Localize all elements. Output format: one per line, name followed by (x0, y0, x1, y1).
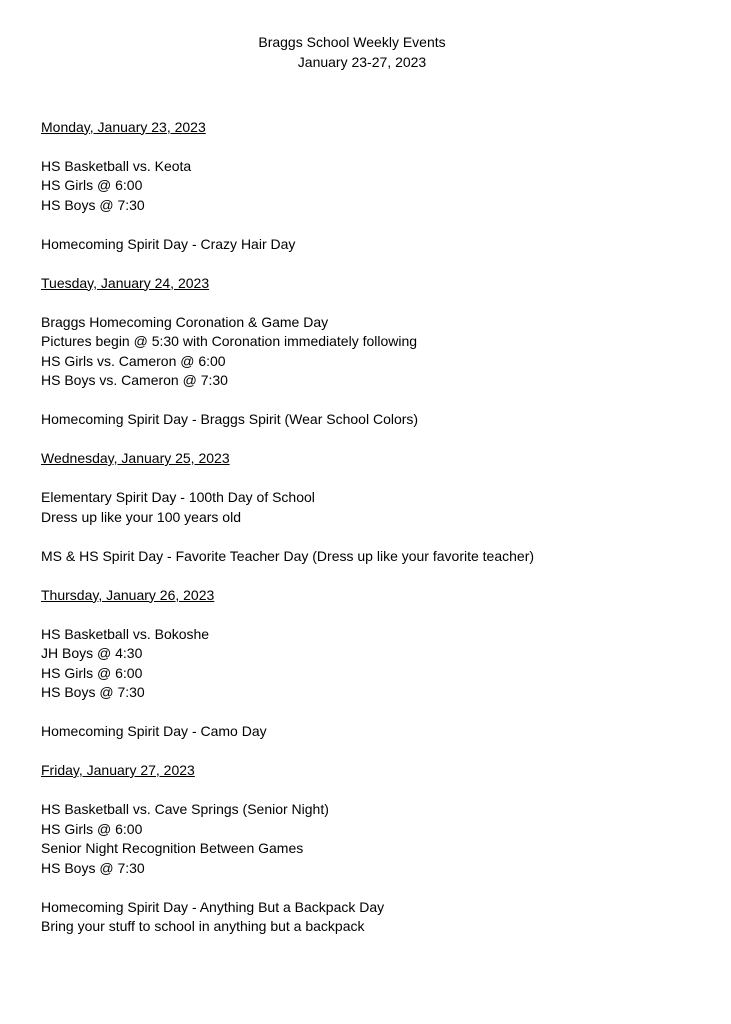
event-line: HS Girls @ 6:00 (41, 820, 143, 837)
event-line: Bring your stuff to school in anything but a backpack (41, 918, 365, 934)
day-heading: Thursday, January 26, 2023 (41, 586, 215, 603)
event-line: HS Basketball vs. Bokoshe (41, 625, 210, 642)
spacer (41, 469, 701, 489)
day-heading: Friday, January 27, 2023 (41, 762, 195, 778)
event-line: HS Boys vs. Cameron @ 7:30 (41, 372, 228, 388)
event-line: Homecoming Spirit Day - Camo Day (41, 723, 267, 739)
document-title-block (41, 33, 661, 72)
event-line: HS Basketball vs. Keota (41, 157, 192, 174)
spacer (41, 703, 701, 723)
event-line: Homecoming Spirit Day - Anything But a Backpack Day (41, 898, 385, 915)
event-line: Braggs Homecoming Coronation & Game Day (41, 313, 329, 330)
spacer (41, 878, 701, 898)
event-line: HS Boys @ 7:30 (41, 859, 145, 876)
spacer (41, 430, 701, 450)
day-section (41, 586, 701, 762)
day-section (41, 761, 701, 956)
day-section (41, 274, 701, 450)
event-line: Pictures begin @ 5:30 with Coronation immediately following (41, 333, 418, 349)
document-title: Braggs School Weekly Events (258, 34, 446, 50)
event-line: JH Boys @ 4:30 (41, 645, 143, 661)
event-line: Senior Night Recognition Between Games (41, 840, 304, 856)
spacer (41, 137, 701, 157)
event-line: Homecoming Spirit Day - Crazy Hair Day (41, 235, 296, 252)
document-page (41, 33, 701, 956)
event-line: HS Boys @ 7:30 (41, 196, 145, 213)
spacer (41, 742, 701, 762)
event-line: HS Girls @ 6:00 (41, 664, 143, 681)
day-heading: Monday, January 23, 2023 (41, 118, 206, 135)
spacer (41, 605, 701, 625)
events-list (41, 118, 701, 957)
document-date-range: January 23-27, 2023 (297, 53, 427, 70)
event-line: Dress up like your 100 years old (41, 508, 241, 525)
event-line: HS Boys @ 7:30 (41, 684, 145, 700)
event-line: Elementary Spirit Day - 100th Day of School (41, 489, 315, 505)
spacer (41, 391, 701, 411)
event-line: HS Girls @ 6:00 (41, 177, 143, 193)
event-line: Homecoming Spirit Day - Braggs Spirit (Wear School Colors) (41, 411, 419, 427)
event-line: MS & HS Spirit Day - Favorite Teacher Day (Dress up like your favorite teacher) (41, 547, 535, 564)
spacer (41, 566, 701, 586)
spacer (41, 254, 701, 274)
spacer (41, 781, 701, 801)
day-section (41, 449, 701, 586)
event-line: HS Basketball vs. Cave Springs (Senior Night) (41, 801, 329, 817)
spacer (41, 72, 701, 92)
event-line: HS Girls vs. Cameron @ 6:00 (41, 352, 226, 369)
spacer (41, 937, 701, 957)
spacer (41, 92, 701, 118)
spacer (41, 527, 701, 547)
spacer (41, 215, 701, 235)
day-section (41, 118, 701, 274)
day-heading: Wednesday, January 25, 2023 (41, 450, 230, 466)
day-heading: Tuesday, January 24, 2023 (41, 274, 210, 291)
spacer (41, 293, 701, 313)
